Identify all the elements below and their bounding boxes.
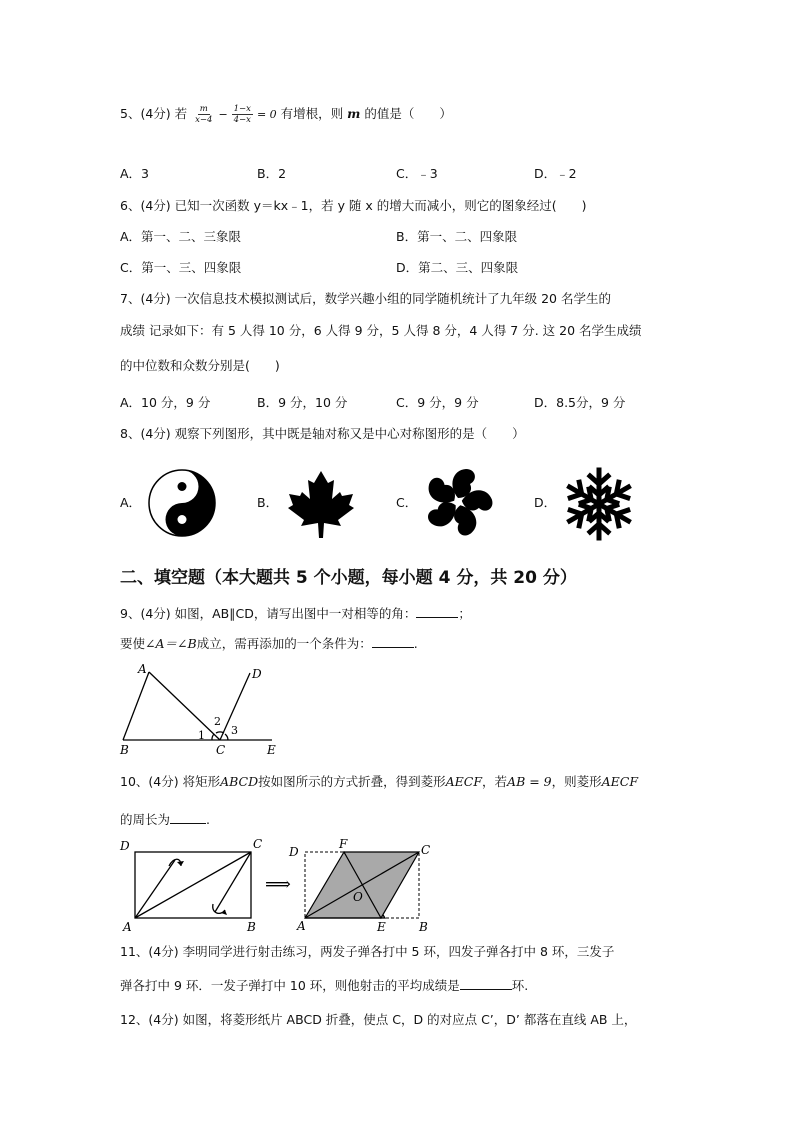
q9-angle-3: 3 bbox=[231, 724, 238, 737]
q7-stem-line1: 7、(4分) 一次信息技术模拟测试后，数学兴趣小组的同学随机统计了九年级 20 名学生的 bbox=[120, 291, 611, 306]
q9-label-e: E bbox=[267, 743, 276, 757]
q7-stem-line2: 成绩 记录如下：有 5 人得 10 分，6 人得 9 分，5 人得 8 分，4 人得 7 分. 这 20 名学生成绩 bbox=[120, 323, 642, 338]
bauhinia-flower-icon bbox=[422, 466, 494, 538]
q5-option-a[interactable]: A．3 bbox=[120, 166, 150, 181]
q9-line1: 9、(4分) 如图，AB∥CD，请写出图中一对相等的角： ； bbox=[120, 606, 471, 621]
q12-line1: 12、(4分) 如图，将菱形纸片 ABCD 折叠，使点 C，D 的对应点 C’，D’ 都落在直线 AB 上， bbox=[120, 1012, 637, 1027]
q10-line2: 的周长为 . bbox=[120, 812, 210, 827]
q11-line2: 弹各打中 9 环．一发子弹打中 10 环，则他射击的平均成绩是 环. bbox=[120, 978, 529, 993]
q7-option-d[interactable]: D．8.5分，9 分 bbox=[534, 395, 626, 410]
q10-answer-blank[interactable] bbox=[170, 810, 206, 824]
q9-label-b: B bbox=[120, 743, 129, 757]
q10-left-label-b: B bbox=[247, 920, 256, 934]
q10-left-label-c: C bbox=[253, 837, 263, 851]
q7-option-c[interactable]: C．9 分，9 分 bbox=[396, 395, 479, 410]
q10-right-label-e: E bbox=[377, 920, 386, 934]
q8-option-b-label[interactable]: B． bbox=[257, 495, 279, 510]
q6-option-b[interactable]: B．第一、二、四象限 bbox=[396, 229, 518, 244]
q6-option-d[interactable]: D．第二、三、四象限 bbox=[396, 260, 519, 275]
q10-left-label-a: A bbox=[123, 920, 132, 934]
q10-right-label-o: O bbox=[353, 890, 363, 904]
q10-arrow-icon: ⟹ bbox=[265, 874, 291, 895]
q6-stem: 6、(4分) 已知一次函数 y＝kx﹣1，若 y 随 x 的增大而减小，则它的图象经过( ) bbox=[120, 198, 587, 213]
q10-right-label-f: F bbox=[339, 837, 348, 851]
q7-option-a[interactable]: A．10 分，9 分 bbox=[120, 395, 211, 410]
q9-figure bbox=[112, 660, 287, 760]
q5-option-d[interactable]: D．﹣2 bbox=[534, 166, 577, 181]
q8-stem: 8、(4分) 观察下列图形，其中既是轴对称又是中心对称图形的是（ ） bbox=[120, 426, 525, 441]
q9-answer-blank-1[interactable] bbox=[416, 604, 458, 618]
q9-label-d: D bbox=[252, 667, 262, 681]
q10-left-label-d: D bbox=[120, 839, 130, 853]
q9-label-c: C bbox=[216, 743, 226, 757]
q9-line2: 要使∠A＝∠B成立，需再添加的一个条件为： . bbox=[120, 636, 418, 651]
q10-figure bbox=[115, 834, 445, 934]
q9-angle-2: 2 bbox=[214, 715, 221, 728]
q9-answer-blank-2[interactable] bbox=[372, 634, 414, 648]
q10-right-label-c: C bbox=[421, 843, 431, 857]
q11-line1: 11、(4分) 李明同学进行射击练习，两发子弹各打中 5 环，四发子弹各打中 8 环，三发子 bbox=[120, 944, 615, 959]
yin-yang-icon bbox=[147, 468, 217, 538]
q6-option-c[interactable]: C．第一、三、四象限 bbox=[120, 260, 242, 275]
q7-option-b[interactable]: B．9 分，10 分 bbox=[257, 395, 348, 410]
q9-angle-1: 1 bbox=[198, 729, 205, 742]
q5-fraction-1: $\frac{m}{x-4}$ bbox=[195, 104, 213, 125]
q5-fraction-2: $\frac{1-x}{4-x}$ bbox=[233, 104, 251, 125]
section-2-heading: 二、填空题（本大题共 5 个小题，每小题 4 分，共 20 分） bbox=[120, 568, 577, 588]
q5-option-c[interactable]: C．﹣3 bbox=[396, 166, 438, 181]
q10-right-label-d: D bbox=[289, 845, 299, 859]
q10-right-label-b: B bbox=[419, 920, 428, 934]
q7-stem-line3: 的中位数和众数分别是( ) bbox=[120, 358, 280, 373]
q5-stem: 5、(4分) 若 $\frac{m}{x-4}$ − $\frac{1-x}{4-x}$ = 0 有增根，则 m 的值是（ ） bbox=[120, 104, 452, 125]
q9-label-a: A bbox=[138, 662, 147, 676]
q8-option-a-label[interactable]: A． bbox=[120, 495, 142, 510]
maple-leaf-icon bbox=[285, 468, 357, 540]
q6-option-a[interactable]: A．第一、二、三象限 bbox=[120, 229, 242, 244]
q10-line1: 10、(4分) 将矩形ABCD按如图所示的方式折叠，得到菱形AECF，若AB = 9，则菱形AECF bbox=[120, 774, 639, 789]
q10-right-label-a: A bbox=[297, 919, 306, 933]
q8-option-d-label[interactable]: D． bbox=[534, 495, 557, 510]
snowflake-icon bbox=[561, 466, 637, 542]
q11-answer-blank[interactable] bbox=[460, 976, 512, 990]
q5-option-b[interactable]: B．2 bbox=[257, 166, 287, 181]
q8-option-c-label[interactable]: C． bbox=[396, 495, 418, 510]
